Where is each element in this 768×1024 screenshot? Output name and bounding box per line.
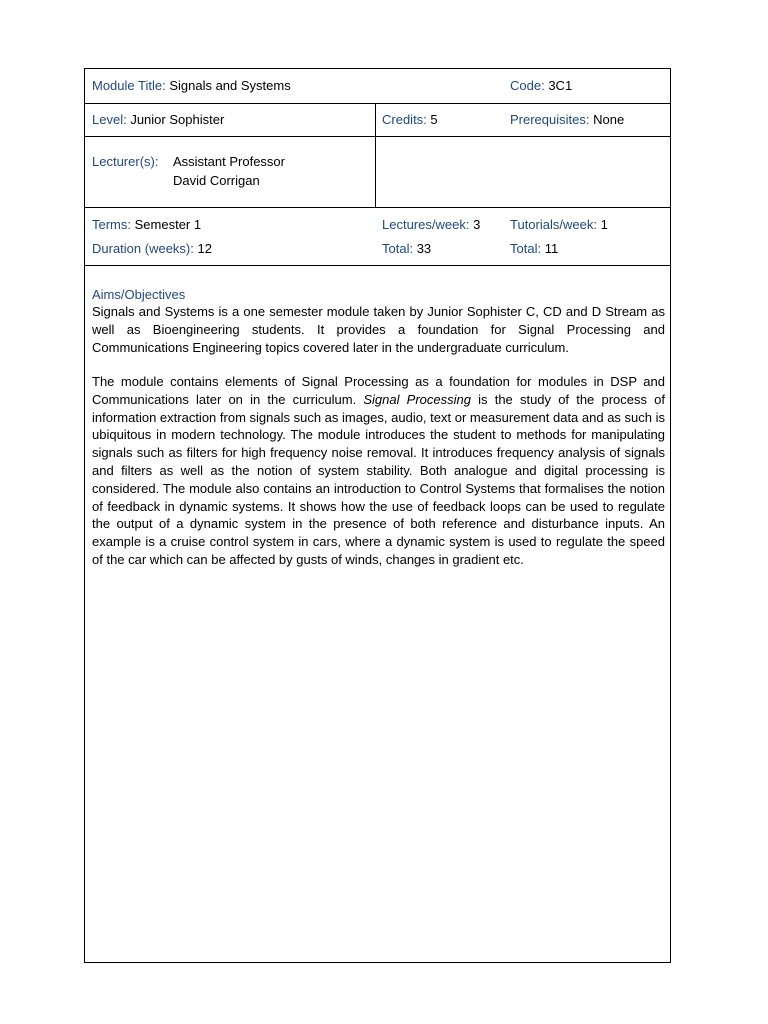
signal-processing-term: Signal Processing [363,391,471,407]
module-title-value: Signals and Systems [169,78,291,93]
tutorials-total-value: 11 [544,241,559,256]
tutorials-total-field [510,241,558,257]
lectures-week-value: 3 [473,217,481,232]
aims-paragraph-1: Signals and Systems is a one semester module taken by Junior Sophister C, CD and D Stream as well as Bioengineering students. It provides a foundation for Signal Processing and Communications Engineering topics covered later in the undergraduate curriculum. [92,304,665,355]
module-title-field [92,78,291,94]
credits-value: 5 [430,112,438,127]
lecturer-name-line1: Assistant Professor [173,154,285,169]
level-field [92,112,224,128]
aims-paragraph-2: The module contains elements of Signal Processing as a foundation for modules in DSP and Communications later on in the curriculum. Signal Processing is the study of the process of information extraction from signals such as images, audio, text or measurement data and as such is ubiquitous in modern technology. The module introduces the student to methods for manipulating signals such as filters for high frequency noise removal. It introduces frequency analysis of signals and filters as well as the notion of system stability. Both analogue and digital processing is considered. The module also contains an introduction to Control Systems that formalises the notion of feedback in dynamic systems. It shows how the use of feedback loops can be used to regulate the output of a dynamic system in the presence of both reference and disturbance inputs. An example is a cruise control system in cars, where a dynamic system is used to regulate the speed of the car which can be affected by gusts of winds, changes in gradient etc. [92,374,666,567]
duration-label: Duration (weeks): [92,241,194,256]
tutorials-week-label: Tutorials/week: [510,217,597,232]
lecturer-label: Lecturer(s): [92,154,159,169]
terms-row [85,208,670,266]
terms-label: Terms: [92,217,131,232]
credits-field [382,112,438,128]
duration-field [92,241,212,257]
prerequisites-label: Prerequisites: [510,112,590,127]
credits-label: Credits: [382,112,427,127]
lectures-week-label: Lectures/week: [382,217,470,232]
lectures-total-value: 33 [416,241,432,256]
module-title-label: Module Title: [92,78,166,93]
tutorials-total-label: Total: [510,241,542,256]
prerequisites-value: None [593,112,625,127]
code-field [510,78,572,94]
lecturer-name-line2: David Corrigan [173,173,260,188]
lecturer-row [85,137,670,208]
terms-field [92,217,201,233]
column-divider [375,104,376,136]
lectures-total-label: Total: [382,241,414,256]
level-label: Level: [92,112,127,127]
tutorials-week-field [510,217,608,233]
module-title-row [85,69,670,104]
level-row [85,104,670,137]
code-label: Code: [510,78,545,93]
module-descriptor-form [84,68,671,963]
lectures-week-field [382,217,480,233]
terms-value: Semester 1 [134,217,202,232]
tutorials-week-value: 1 [600,217,608,232]
level-value: Junior Sophister [130,112,225,127]
prerequisites-field [510,112,624,128]
duration-value: 12 [197,241,212,256]
column-divider [375,137,376,207]
lectures-total-field [382,241,431,257]
code-value: 3C1 [548,78,573,93]
aims-heading: Aims/Objectives [92,287,186,302]
